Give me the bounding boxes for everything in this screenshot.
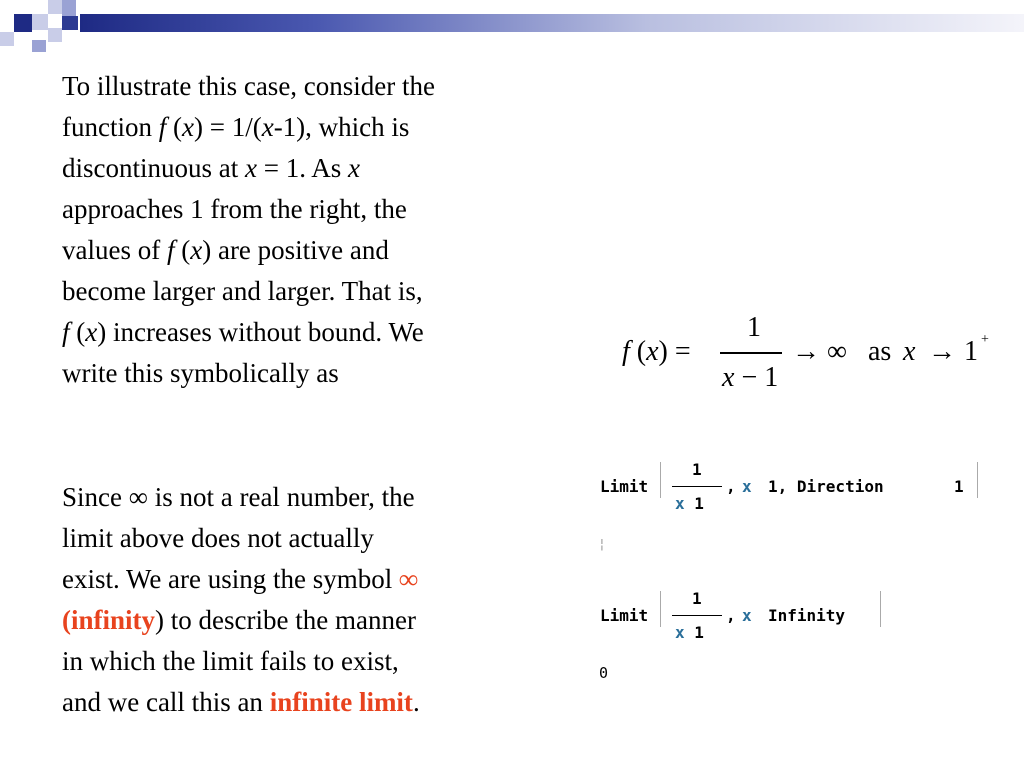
bracket-right	[880, 591, 881, 627]
direction-value: 1	[954, 477, 964, 496]
limit-variable: x	[742, 477, 752, 496]
header-square-light	[48, 28, 62, 42]
header-gradient-bar	[80, 14, 1024, 32]
bracket-left	[660, 591, 661, 627]
infinite-limit-formula	[620, 310, 1010, 400]
limit-target: Infinity	[768, 606, 846, 625]
limit-target-direction: 1, Direction	[768, 477, 884, 496]
fraction-denominator: x 1	[675, 623, 704, 642]
bracket-right	[977, 462, 978, 498]
formula-numerator: 1	[747, 312, 761, 343]
limit-function: Limit	[600, 606, 649, 625]
intro-paragraph: To illustrate this case, consider the function f (x) = 1/(x-1), which is discontinuous at x = 1. As x approaches 1 from the right, the values of f (x) are positive and become larger and larger. That is, f (x) increases without bound. We write this symbolically as	[62, 71, 436, 388]
header-square-light	[32, 14, 48, 30]
limit-variable: x	[742, 606, 752, 625]
fraction-numerator: 1	[692, 460, 702, 479]
limit-function: Limit	[600, 477, 649, 496]
output-1: ¦	[598, 537, 606, 552]
fraction-bar	[720, 352, 782, 354]
separator: ,	[726, 606, 736, 625]
fraction-bar	[672, 486, 722, 487]
formula-as: as	[868, 336, 892, 367]
formula-denominator: x − 1	[722, 362, 779, 393]
formula-one: 1	[964, 336, 978, 367]
arrow-infinity: → ∞	[792, 336, 847, 367]
header-square-dark	[62, 16, 78, 30]
infinity-paragraph: Since ∞ is not a real number, the limit above does not actually exist. We are using the symbol ∞ (infinity) to describe the manner in which the limit fails to exist, and we call this an infinite limit.	[62, 482, 420, 717]
header-square-mid	[62, 0, 76, 16]
bracket-left	[660, 462, 661, 498]
header-square-dark	[14, 14, 32, 32]
formula-plus-superscript: +	[981, 332, 989, 347]
separator: ,	[726, 477, 736, 496]
header-square-mid	[32, 40, 46, 52]
fraction-denominator: x 1	[675, 494, 704, 513]
formula-x: x	[903, 336, 916, 367]
output-2: 0	[599, 664, 609, 682]
fraction-numerator: 1	[692, 589, 702, 608]
formula-arrow: →	[928, 336, 956, 367]
fraction-bar	[672, 615, 722, 616]
header-square-light	[0, 32, 14, 46]
formula-lhs: f (x) =	[622, 336, 691, 367]
